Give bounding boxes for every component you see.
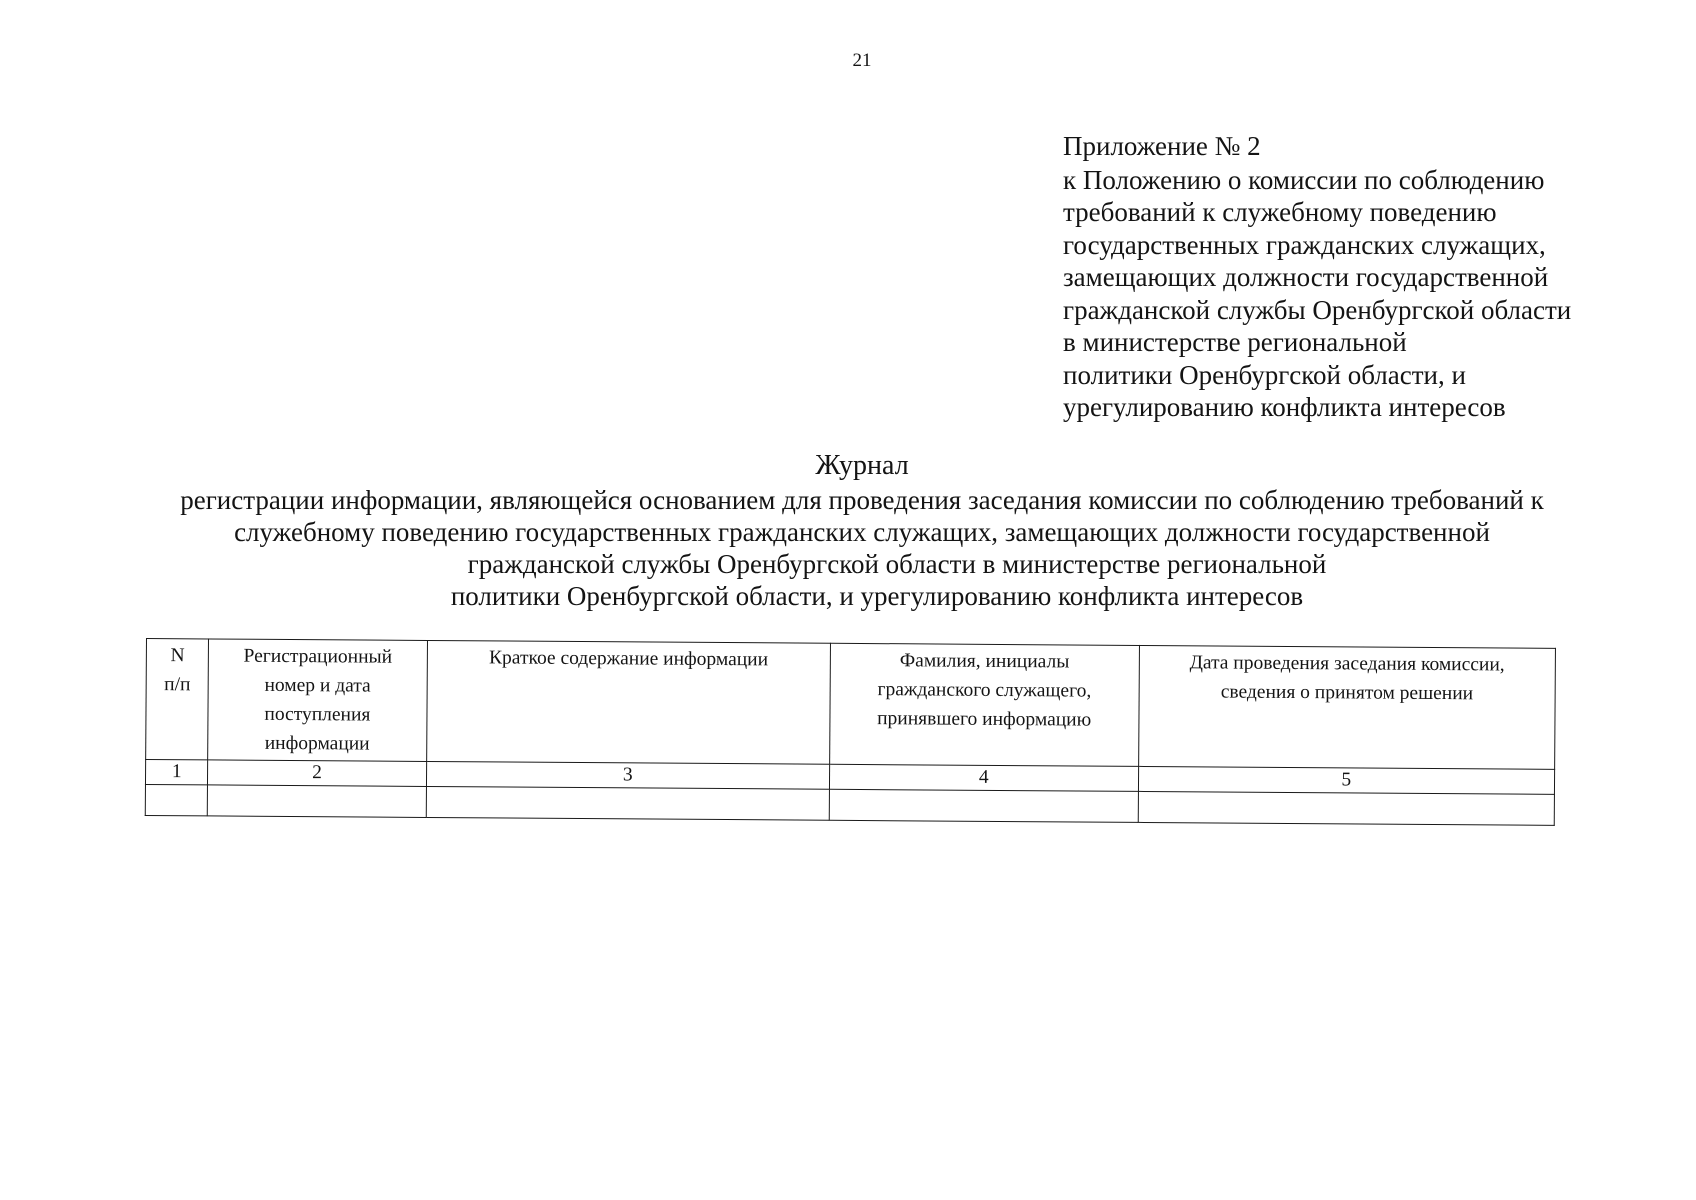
table-header-row <box>146 639 1556 770</box>
appendix-line: замещающих должности государственной <box>1063 262 1549 292</box>
journal-title: Журнал <box>815 450 909 481</box>
column-number-cell: 3 <box>426 761 829 789</box>
table-cell <box>145 784 208 815</box>
header-cell-summary: Краткое содержание информации <box>426 640 830 764</box>
journal-subtitle-line: гражданской службы Оренбургской области в министерстве региональной <box>467 549 1327 579</box>
header-cell-employee: Фамилия, инициалы гражданского служащего, принявшего информацию <box>829 643 1139 766</box>
appendix-line: требований к служебному поведению <box>1063 197 1497 227</box>
appendix-title: Приложение № 2 <box>1063 131 1261 161</box>
table-cell <box>208 785 426 818</box>
table-cell <box>829 789 1138 822</box>
appendix-line: политики Оренбургской области, и <box>1063 359 1466 390</box>
appendix-line: государственных гражданских служащих, <box>1063 229 1546 260</box>
page-number: 21 <box>852 50 872 71</box>
journal-subtitle-line: регистрации информации, являющейся основанием для проведения заседания комиссии по соблюдению требований к <box>180 485 1544 515</box>
table-cell <box>1138 791 1555 825</box>
journal-heading <box>0 450 1696 612</box>
appendix-line: к Положению о комиссии по соблюдению <box>1063 164 1545 195</box>
table-cell <box>426 786 829 820</box>
appendix-line: в министерстве региональной <box>1063 327 1407 357</box>
appendix-line: гражданской службы Оренбургской области <box>1063 294 1572 325</box>
journal-subtitle-line: служебному поведению государственных гражданских служащих, замещающих должности государственной <box>234 517 1490 547</box>
header-cell-registration: Регистрационный номер и дата поступления информации <box>208 639 427 762</box>
appendix-block <box>1063 130 1663 424</box>
column-number-cell: 2 <box>208 760 426 787</box>
column-number-cell: 5 <box>1138 766 1555 794</box>
column-number-cell: 4 <box>829 764 1138 791</box>
column-number-cell: 1 <box>145 760 208 785</box>
header-cell-meeting-date: Дата проведения заседания комиссии, сведения о принятом решении <box>1138 645 1555 769</box>
journal-subtitle-line: политики Оренбургской области, и урегулированию конфликта интересов <box>450 581 1304 611</box>
header-cell-number: N п/п <box>146 639 209 760</box>
register-table <box>145 638 1556 826</box>
appendix-line: урегулированию конфликта интересов <box>1063 392 1506 422</box>
